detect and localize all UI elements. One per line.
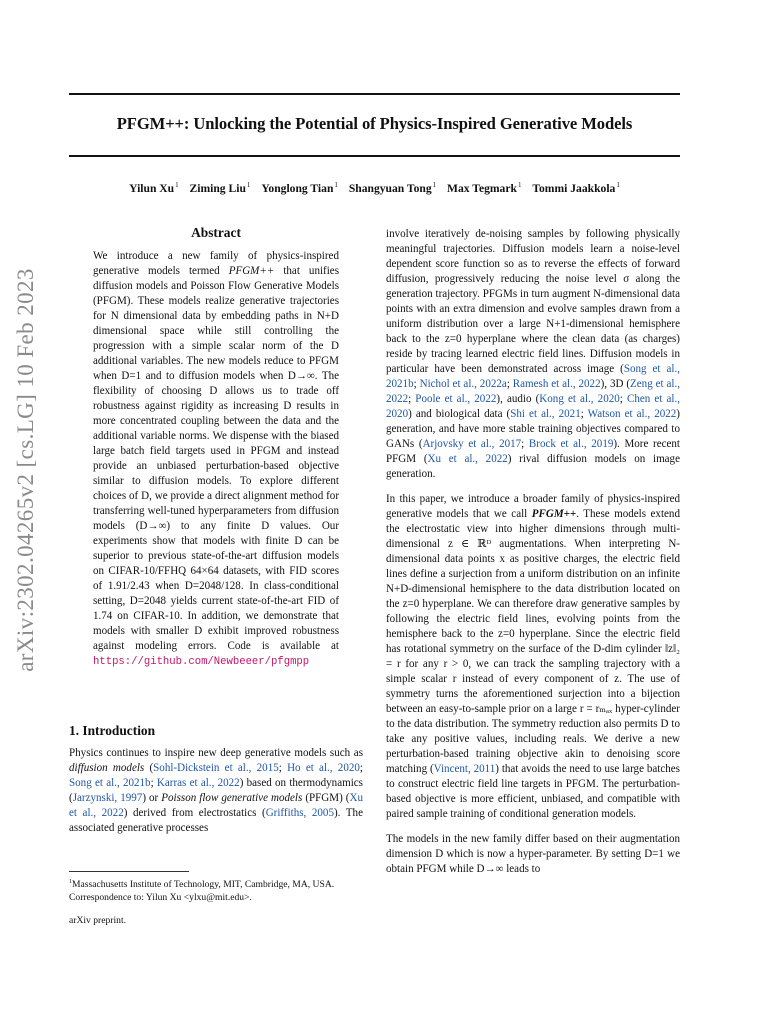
citation-link[interactable]: Chen et al., 2020 (386, 393, 681, 420)
author (532, 182, 620, 195)
body-paragraph: The models in the new family differ based on their augmentation dimension D which is now a hyper-parameter. By setting D=1 we obtain PFGM while D→∞ leads to (386, 833, 680, 875)
author-name: Tommi Jaakkola (532, 181, 616, 195)
intro-text: ) based on thermodynamics ( (69, 777, 363, 804)
author (261, 182, 338, 195)
title-rule-top (69, 93, 680, 95)
intro-text: (PFGM) ( (302, 792, 350, 804)
model-name-emphasis: PFGM++ (531, 508, 577, 520)
abstract-body (93, 249, 339, 670)
author (129, 182, 179, 195)
author (349, 182, 436, 195)
citation-link[interactable]: Zeng et al., 2022 (386, 378, 680, 405)
body-text: ). More recent PFGM ( (386, 438, 681, 465)
body-paragraph (386, 492, 680, 822)
author-list (69, 181, 680, 195)
author-name: Shangyuan Tong (348, 181, 432, 195)
citation-link[interactable]: Song et al., 2021b (69, 777, 151, 789)
paper-title: PFGM++: Unlocking the Potential of Physics-Inspired Generative Models (116, 114, 633, 133)
citation-link[interactable]: Xu et al., 2022 (427, 453, 508, 465)
body-text: involve iteratively de-noising samples by following physically meaningful trajectories. Diffusion models learn a noise-level dependent score function so as to reverse the effects of forward diffusion, progressively reducing the noise level σ along the generation trajectory. PFGMs in turn augment N-dimensional data points with an extra dimension and evolve samples drawn from a uniform distribution over a large N+1-dimensional hemisphere back to the z=0 hyperplane where the clean data (as charges) reside by tracing learned electric field lines. Diffusion models in particular have been demonstrated across image ( (386, 228, 680, 375)
citation-link[interactable]: Song et al., 2021b (386, 363, 680, 390)
title-rule-bottom (69, 155, 680, 157)
emphasis-term: Poisson flow generative models (161, 792, 303, 804)
author-name: Yonglong Tian (261, 181, 334, 195)
body-text: ; (506, 378, 513, 390)
intro-text: ) derived from electrostatics ( (123, 807, 266, 819)
affiliation-footnote (69, 876, 363, 904)
intro-text: ). The associated generative processes (69, 807, 363, 834)
intro-text: ( (144, 762, 154, 774)
citation-link[interactable]: Griffiths, 2005 (265, 807, 334, 819)
abstract-heading: Abstract (191, 225, 241, 240)
citation-link[interactable]: Ho et al., 2020 (287, 762, 360, 774)
body-text: In this paper, we introduce a broader family of physics-inspired generative models that we call (386, 493, 680, 520)
author (190, 182, 251, 195)
intro-text: Physics continues to inspire new deep generative models such as (69, 747, 363, 759)
body-text: ; (619, 393, 627, 405)
body-text: ) rival diffusion models on image generation. (386, 453, 680, 480)
body-text: ; (413, 378, 420, 390)
body-text: ; (580, 408, 588, 420)
citation-link[interactable]: Ramesh et al., 2022 (512, 378, 601, 390)
citation-link[interactable]: Shi et al., 2021 (510, 408, 581, 420)
body-text: . These models extend the electrostatic view into higher dimensions through multi-dimensional z ∈ ℝᴰ augmentations. When interpreting N-dimensional data points x as positive charges, the electric field lines define a surjection from a uniform distribution on an infinite N+D-dimensional hemisphere to the data distribution located on the z=0 hyperplane. We can therefore draw generative samples by following the electric field lines, evolving points from the hemisphere back to the z=0 hyperplane. Since the electric field has rotational symmetry on the surface of the D-dim cylinder ‖z‖₂ = r for any r > 0, we can track the sampling trajectory with a simple scalar r instead of every component of z. The use of symmetry turns the aforementioned surjection into a bijection between an easy-to-sample prior on a large r = rₘₐₓ hyper-cylinder to the data distribution. The symmetry reduction also permits D to take any positive values, including reals. We derive a new perturbation-based training objective akin to denoising score matching ( (386, 508, 680, 775)
emphasis-term: diffusion models (69, 762, 145, 774)
citation-link[interactable]: Nichol et al., 2022a (419, 378, 507, 390)
author (447, 182, 521, 195)
author-affiliation-mark: 1 (334, 181, 338, 189)
citation-link[interactable]: Vincent, 2011 (433, 763, 496, 775)
footnote-mark: 1 (69, 879, 72, 885)
right-column (386, 227, 680, 887)
abstract-text: We introduce a new family of physics-inspired generative models termed (93, 250, 339, 277)
author-name: Ziming Liu (189, 181, 246, 195)
body-text: ), 3D ( (600, 378, 631, 390)
citation-link[interactable]: Arjovsky et al., 2017 (422, 438, 522, 450)
citation-link[interactable]: Karras et al., 2022 (156, 777, 240, 789)
body-text: ; (408, 393, 416, 405)
intro-text: ; (278, 762, 288, 774)
body-text: ), audio ( (496, 393, 540, 405)
body-text: ) and biological data ( (408, 408, 511, 420)
arxiv-identifier: arXiv:2302.04265v2 [cs.LG] 10 Feb 2023 (13, 268, 38, 672)
author-name: Yilun Xu (129, 181, 175, 195)
citation-link[interactable]: Sohl-Dickstein et al., 2015 (153, 762, 279, 774)
body-text: ) generation, and have more stable training objectives compared to GANs ( (386, 408, 680, 450)
citation-link[interactable]: Watson et al., 2022 (587, 408, 677, 420)
abstract-paragraph (93, 249, 339, 670)
citation-link[interactable]: Jarzynski, 1997 (72, 792, 143, 804)
intro-paragraph (69, 746, 363, 836)
intro-text: ) or (142, 792, 162, 804)
citation-link[interactable]: Xu et al., 2022 (69, 792, 364, 819)
author-affiliation-mark: 1 (175, 181, 179, 189)
citation-link[interactable]: Poole et al., 2022 (415, 393, 497, 405)
author-name: Max Tegmark (447, 181, 517, 195)
citation-link[interactable]: Brock et al., 2019 (528, 438, 614, 450)
introduction-body (69, 746, 363, 836)
author-affiliation-mark: 1 (246, 181, 251, 189)
intro-text: ; (359, 762, 363, 774)
citation-link[interactable]: Kong et al., 2020 (539, 393, 620, 405)
body-text: ) that avoids the need to use large batches to construct electric field line targets in PFGM. The perturbation-based objective is more efficient, unbiased, and compatible with paired sample training of conditional generation models. (386, 763, 680, 820)
author-affiliation-mark: 1 (616, 181, 620, 189)
code-link[interactable]: https://github.com/Newbeeer/pfgmpp (93, 656, 310, 668)
author-affiliation-mark: 1 (432, 181, 437, 189)
model-name-emphasis: PFGM++ (228, 265, 275, 277)
abstract-text: that unifies diffusion models and Poisson Flow Generative Models (PFGM). These models realize generative trajectories for N dimensional data by embedding paths in N+D dimensional space while still controlling the progression with a simple scalar norm of the D additional variables. The new models reduce to PFGM when D=1 and to diffusion models when D→∞. The flexibility of choosing D allows us to trade off robustness against rigidity as increasing D results in more concentrated coupling between the data and the additional variable norms. We dispense with the biased large batch field targets used in PFGM and instead provide an unbiased perturbation-based objective similar to diffusion models. To explore different choices of D, we provide a direct alignment method for transferring well-tuned hyperparameters from diffusion models (D→∞) to any finite D values. Our experiments show that models with finite D can be superior to previous state-of-the-art diffusion models on CIFAR-10/FFHQ 64×64 datasets, with FID scores of 1.91/2.43 when D=2048/128. In class-conditional setting, D=2048 yields current state-of-the-art FID of 1.74 on CIFAR-10. In addition, we demonstrate that models with smaller D exhibit improved robustness against modeling errors. Code is available at (93, 265, 340, 652)
preprint-label: arXiv preprint. (69, 915, 127, 926)
footnote-text: Massachusetts Institute of Technology, MIT, Cambridge, MA, USA. Correspondence to: Yilun Xu <ylxu@mit.edu>. (69, 879, 335, 903)
footnote-rule (69, 871, 189, 872)
body-text: ; (521, 438, 529, 450)
author-affiliation-mark: 1 (517, 181, 522, 189)
intro-text: ; (150, 777, 157, 789)
body-paragraph (386, 227, 680, 482)
section-heading-introduction: 1. Introduction (69, 723, 156, 738)
